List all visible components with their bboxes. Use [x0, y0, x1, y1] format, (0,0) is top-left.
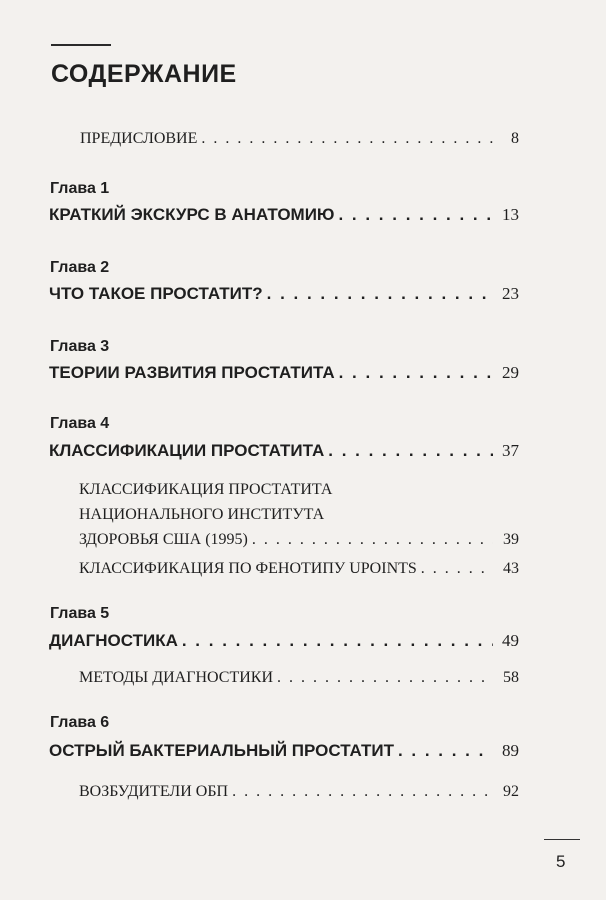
chapter-number: Глава 1 [50, 180, 110, 197]
leader-dots [277, 669, 493, 687]
chapter-number: Глава 6 [50, 714, 110, 731]
toc-page-number: 49 [502, 631, 519, 650]
chapter-number: Глава 3 [50, 338, 110, 355]
leader-dots [232, 783, 493, 801]
toc-entry-section-upoints[interactable] [79, 560, 519, 578]
leader-dots [201, 130, 493, 148]
bottom-rule [544, 839, 580, 840]
leader-dots [328, 441, 493, 461]
toc-page-number: 43 [503, 560, 519, 577]
section-title: МЕТОДЫ ДИАГНОСТИКИ [79, 669, 273, 686]
chapter-title: КЛАССИФИКАЦИИ ПРОСТАТИТА [49, 441, 325, 460]
chapter-number: Глава 2 [50, 259, 110, 276]
toc-entry-section-diagnostics-methods[interactable] [79, 669, 519, 687]
toc-entry-chapter-4[interactable] [49, 441, 519, 461]
page-title: СОДЕРЖАНИЕ [51, 60, 237, 88]
chapter-title: ТЕОРИИ РАЗВИТИЯ ПРОСТАТИТА [49, 363, 335, 382]
leader-dots [252, 527, 493, 552]
section-title-line: НАЦИОНАЛЬНОГО ИНСТИТУТА [79, 506, 325, 523]
toc-entry-chapter-3[interactable] [49, 363, 519, 383]
toc-page-number: 29 [502, 363, 519, 382]
toc-page-number: 58 [503, 669, 519, 686]
toc-page-number: 23 [502, 284, 519, 303]
toc-entry-chapter-5[interactable] [49, 631, 519, 651]
section-title: ВОЗБУДИТЕЛИ ОБП [79, 783, 229, 800]
toc-entry-label: ПРЕДИСЛОВИЕ [80, 130, 198, 147]
chapter-title: ДИАГНОСТИКА [49, 631, 178, 650]
leader-dots [267, 284, 493, 304]
toc-page-number: 92 [503, 783, 519, 800]
section-title: КЛАССИФИКАЦИЯ ПО ФЕНОТИПУ UPOINTS [79, 560, 417, 577]
toc-entry-chapter-1[interactable] [49, 205, 519, 225]
toc-page-number: 13 [502, 205, 519, 224]
leader-dots [421, 560, 493, 578]
toc-entry-section-nih-classification[interactable] [79, 477, 519, 552]
chapter-title: ЧТО ТАКОЕ ПРОСТАТИТ? [49, 284, 263, 303]
chapter-title: ОСТРЫЙ БАКТЕРИАЛЬНЫЙ ПРОСТАТИТ [49, 741, 394, 760]
toc-page-number: 89 [502, 741, 519, 760]
section-title-line: ЗДОРОВЬЯ США (1995) [79, 531, 248, 548]
toc-entry-section-pathogens[interactable] [79, 783, 519, 801]
toc-entry-preface[interactable] [80, 130, 519, 148]
top-rule [51, 44, 111, 46]
section-title-line: КЛАССИФИКАЦИЯ ПРОСТАТИТА [79, 481, 333, 498]
toc-page-number: 8 [511, 130, 519, 147]
toc-page-number: 39 [503, 531, 519, 548]
page-number: 5 [556, 852, 566, 871]
chapter-number: Глава 4 [50, 415, 110, 432]
leader-dots [338, 205, 493, 225]
toc-page-number: 37 [502, 441, 519, 460]
leader-dots [339, 363, 493, 383]
chapter-number: Глава 5 [50, 605, 110, 622]
leader-dots [182, 631, 493, 651]
toc-entry-chapter-6[interactable] [49, 741, 519, 761]
chapter-title: КРАТКИЙ ЭКСКУРС В АНАТОМИЮ [49, 205, 335, 224]
leader-dots [398, 741, 493, 761]
toc-entry-chapter-2[interactable] [49, 284, 519, 304]
